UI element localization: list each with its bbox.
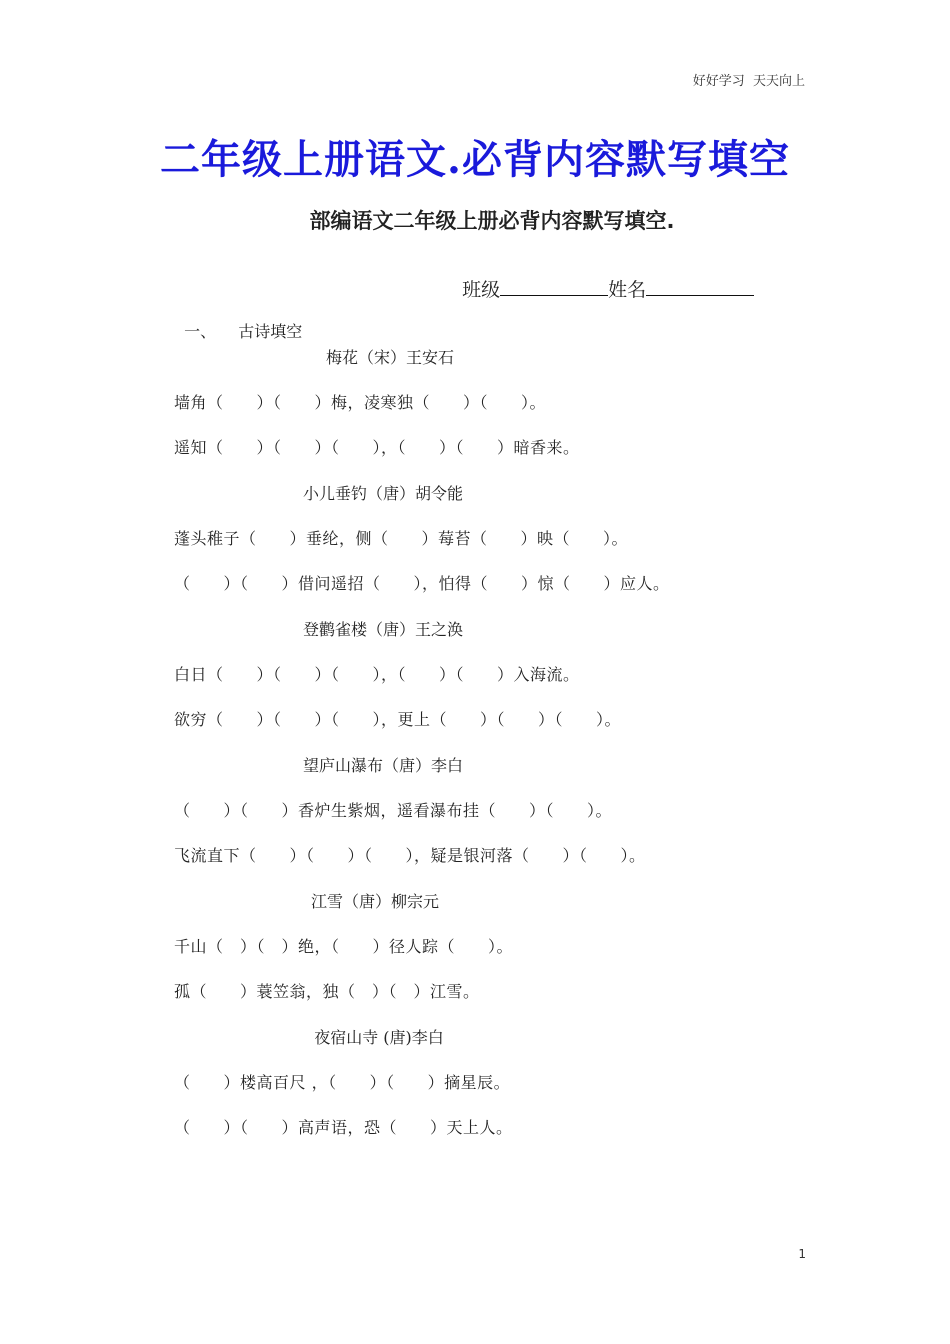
poem-line: 孤（ ）蓑笠翁，独（ ）（ ）江雪。 <box>174 982 480 1001</box>
poem-title: 小儿垂钓（唐）胡令能 <box>302 484 463 503</box>
poem-title: 登鹳雀楼（唐）王之涣 <box>302 620 463 639</box>
poem-title: 夜宿山寺 (唐)李白 <box>314 1028 444 1047</box>
poem-title: 梅花（宋）王安石 <box>325 348 454 367</box>
poem-line: 飞流直下（ ）（ ）（ ），疑是银河落（ ）（ ）。 <box>174 846 646 865</box>
class-blank[interactable] <box>500 277 608 296</box>
poem-line: （ ）（ ）香炉生紫烟，遥看瀑布挂（ ）（ ）。 <box>174 801 613 820</box>
name-blank[interactable] <box>646 277 754 296</box>
poem-line: 白日（ ）（ ）（ ），（ ）（ ）入海流。 <box>174 665 580 684</box>
poem-line: 蓬头稚子（ ）垂纶，侧（ ）莓苔（ ）映（ ）。 <box>174 529 629 548</box>
section-heading <box>174 300 302 342</box>
section-number: 一、 <box>184 322 217 341</box>
poem-line: 欲穷（ ）（ ）（ ），更上（ ）（ ）（ ）。 <box>174 710 622 729</box>
header-note: 好好学习 天天向上 <box>692 74 805 89</box>
poem-line: 千山（ ）（ ）绝，（ ）径人踪（ ）。 <box>174 937 514 956</box>
poem-line: （ ）（ ）高声语，恐（ ）天上人。 <box>174 1118 513 1137</box>
poem-line: 墙角（ ）（ ）梅，凌寒独（ ）（ ）。 <box>174 393 547 412</box>
poem-line: 遥知（ ）（ ）（ ），（ ）（ ）暗香来。 <box>174 438 580 457</box>
class-label: 班级 <box>462 279 501 301</box>
page-number: 1 <box>798 1247 806 1261</box>
poem-title: 江雪（唐）柳宗元 <box>310 892 439 911</box>
poem-title: 望庐山瀑布（唐）李白 <box>302 756 463 775</box>
page-title: 二年级上册语文.必背内容默写填空 <box>160 136 790 183</box>
section-title: 古诗填空 <box>238 322 303 341</box>
poem-line: （ ）楼高百尺 ，（ ）（ ）摘星辰。 <box>174 1073 511 1092</box>
class-name-line <box>450 253 754 302</box>
poem-line: （ ）（ ）借问遥招（ ），怕得（ ）惊（ ）应人。 <box>174 574 670 593</box>
name-label: 姓名 <box>608 279 647 301</box>
document-subtitle: 部编语文二年级上册必背内容默写填空. <box>309 209 675 233</box>
